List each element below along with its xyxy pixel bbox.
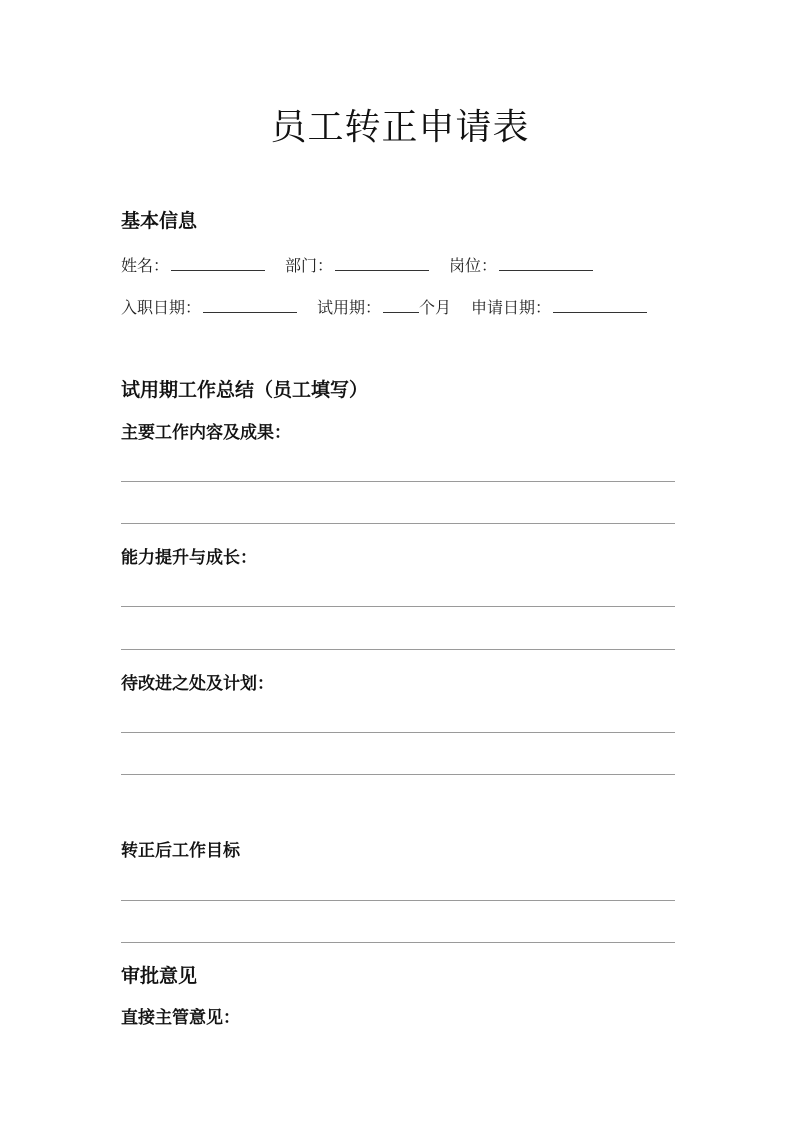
probation-label: 试用期： — [317, 298, 382, 317]
hire-date-input-line[interactable] — [203, 296, 297, 313]
work-content-line[interactable] — [121, 523, 675, 524]
goals-line[interactable] — [121, 900, 675, 901]
work-content-label: 主要工作内容及成果： — [121, 423, 291, 443]
probation-input-line[interactable] — [383, 296, 419, 313]
section-heading-goals: 转正后工作目标 — [121, 841, 240, 861]
growth-line[interactable] — [121, 649, 675, 650]
name-label: 姓名： — [121, 256, 170, 275]
name-input-line[interactable] — [171, 254, 265, 271]
hire-date-field — [121, 296, 297, 319]
dept-field — [285, 254, 429, 277]
section-heading-basic-info: 基本信息 — [121, 210, 198, 232]
apply-date-label: 申请日期： — [471, 298, 552, 317]
growth-line[interactable] — [121, 606, 675, 607]
goals-line[interactable] — [121, 942, 675, 943]
basic-info-row-1 — [121, 254, 593, 277]
improvement-label: 待改进之处及计划： — [121, 674, 274, 694]
section-heading-approval: 审批意见 — [121, 965, 198, 987]
apply-date-input-line[interactable] — [553, 296, 647, 313]
position-field — [449, 254, 593, 277]
improvement-line[interactable] — [121, 732, 675, 733]
dept-label: 部门： — [285, 256, 334, 275]
hire-date-label: 入职日期： — [121, 298, 202, 317]
improvement-line[interactable] — [121, 774, 675, 775]
apply-date-field — [471, 296, 647, 319]
section-heading-summary: 试用期工作总结（员工填写） — [121, 379, 369, 401]
position-input-line[interactable] — [499, 254, 593, 271]
growth-label: 能力提升与成长： — [121, 548, 257, 568]
work-content-line[interactable] — [121, 481, 675, 482]
page-title: 员工转正申请表 — [270, 107, 530, 148]
supervisor-opinion-label: 直接主管意见： — [121, 1008, 240, 1028]
dept-input-line[interactable] — [335, 254, 429, 271]
name-field — [121, 254, 265, 277]
probation-unit: 个月 — [419, 298, 452, 317]
basic-info-row-2 — [121, 296, 647, 319]
position-label: 岗位： — [449, 256, 498, 275]
probation-field — [317, 296, 451, 319]
